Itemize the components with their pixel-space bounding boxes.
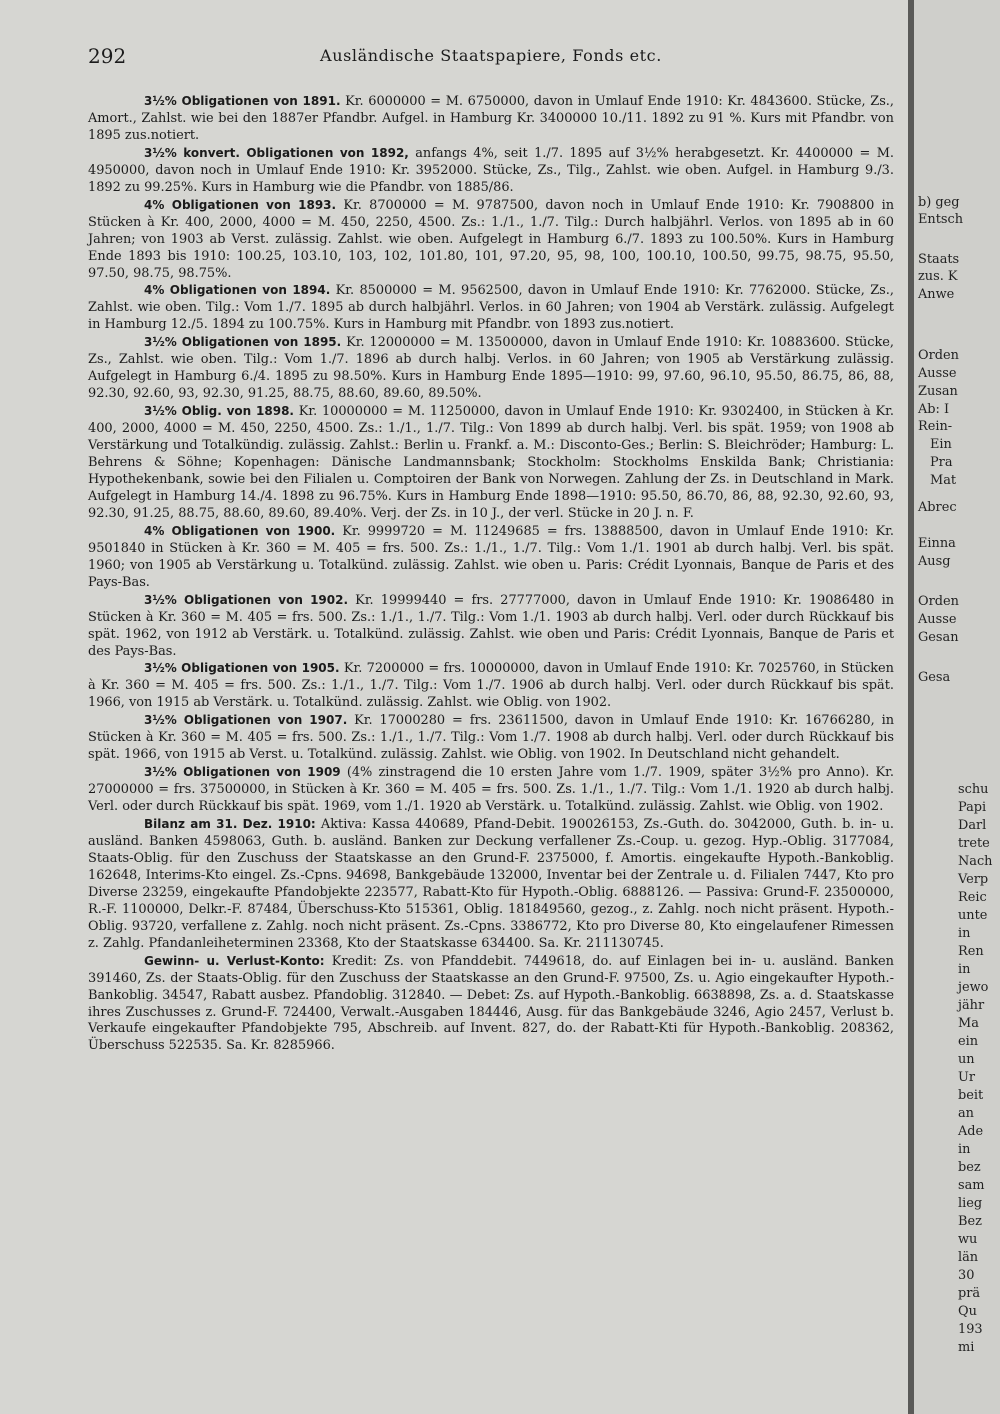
adjacent-fragment: Ren <box>958 944 984 959</box>
adjacent-fragment: Darl <box>958 818 987 833</box>
entry-text: Kr. 10000000 = M. 11250000, davon in Umlauf Ende 1910: Kr. 9302400, in Stücken à Kr. 400, 2000, 4000 = M. 450, 2250, 4500. Zs.: 1./1., 1./7. Tilg.: Von 1899 ab durch halbj. Verl. bis spät. 1959; von 1908 ab Verstärkung und Totalkündig. zulässig. Zahlst.: Berlin u. Frankf. a. M.: Disconto-Ges.; Berlin: S. Bleichröder; Hamburg: L. Behrens & Söhne; Kopenhagen: Dänische Landmannsbank; Stockholm: Stockholms Enskilda Bank; Christiania: Hypothekenbank, sowie bei den Filialen u. Comptoiren der Bank von Norwegen. Zahlung der Zs. in Deutschland in Mark. Aufgelegt in Hamburg 14./4. 1898 zu 96.75%. Kurs in Hamburg Ende 1898—1910: 95.50, 86.70, 86, 88, 92.30, 92.60, 93, 92.30, 91.25, 88.75, 88.60, 89.60, 89.40%. Verj. der Zs. in 10 J., der verl. Stücke in 20 J. n. F. <box>88 404 894 521</box>
entry-obligationen-1893 <box>88 197 894 283</box>
adjacent-page-edge <box>914 0 1000 1414</box>
entry-heading: 4% Obligationen von 1900. <box>144 523 336 538</box>
adjacent-fragment: mi <box>958 1340 975 1355</box>
adjacent-fragment: Bez <box>958 1214 982 1229</box>
entry-heading: Gewinn- u. Verlust-Konto: <box>144 953 325 968</box>
entry-text: Kr. 17000280 = frs. 23611500, davon in Umlauf Ende 1910: Kr. 16766280, in Stücken à Kr. 360 = M. 405 = frs. 500. Zs.: 1./1., 1./7. Tilg.: Vom 1./7. 1908 ab durch halbj. Verl. oder durch Rückkauf bis spät. 1966, von 1915 ab Verst. u. Totalkünd. zulässig. Zahlst. wie Oblig. von 1902. In Deutschland nicht gehandelt. <box>88 713 894 763</box>
entry-obligationen-1907 <box>88 712 894 764</box>
adjacent-fragment: lieg <box>958 1196 983 1211</box>
entry-text: anfangs 4%, seit 1./7. 1895 auf 3½% herabgesetzt. Kr. 4400000 = M. 4950000, davon noch in Umlauf Ende 1910: Kr. 3952000. Stücke, Zs., Tilg., Zahlst. wie oben. Aufgel. in Hamburg 9./3. 1892 zu 99.25%. Kurs in Hamburg wie die Pfandbr. von 1885/86. <box>88 145 894 195</box>
body-text <box>88 93 894 1055</box>
entry-text: Kr. 6000000 = M. 6750000, davon in Umlauf Ende 1910: Kr. 4843600. Stücke, Zs., Amort., Zahlst. wie bei den 1887er Pfandbr. Aufgel. in Hamburg Kr. 3400000 10./11. 1892 zu 91 %. Kurs mit Pfandbr. von 1895 zus.notiert. <box>88 94 895 143</box>
entry-heading: 4% Obligationen von 1894. <box>144 283 331 298</box>
entry-heading: 3½% Obligationen von 1907. <box>144 713 348 728</box>
adjacent-fragment: Verp <box>958 872 989 887</box>
adjacent-fragment: Pra <box>930 455 953 470</box>
adjacent-fragment: län <box>958 1250 979 1265</box>
entry-heading: 3½% Obligationen von 1902. <box>144 592 349 607</box>
adjacent-fragment: Nach <box>958 854 993 869</box>
adjacent-fragment: bez <box>958 1160 981 1175</box>
adjacent-fragment: schu <box>958 782 989 797</box>
adjacent-fragment: sam <box>958 1178 985 1193</box>
entry-heading: Bilanz am 31. Dez. 1910: <box>144 817 316 832</box>
adjacent-fragment: Staats <box>918 252 960 267</box>
adjacent-fragment: trete <box>958 836 990 851</box>
adjacent-fragment: 193 <box>958 1322 983 1337</box>
entry-bilanz-1910 <box>88 816 894 953</box>
adjacent-fragment: un <box>958 1052 975 1067</box>
adjacent-fragment: Abrec <box>918 500 957 515</box>
adjacent-fragment: Ausg <box>918 554 951 569</box>
adjacent-fragment: wu <box>958 1232 978 1247</box>
adjacent-fragment: Ur <box>958 1070 976 1085</box>
page-header <box>88 44 894 70</box>
entry-heading: 3½% Obligationen von 1905. <box>144 661 340 676</box>
entry-obligationen-1905 <box>88 660 894 712</box>
entry-oblig-1898 <box>88 403 894 523</box>
entry-text: Aktiva: Kassa 440689, Pfand-Debit. 190026153, Zs.-Guth. do. 3042000, Guth. b. in- u. ausländ. Banken 4598063, Guth. b. ausländ. Banken zur Deckung verfallener Zs.-Coup. u. gezog. Hyp.-Oblig. 3177084, Staats-Oblig. für den Zuschuss der Staatskasse an den Grund-F. 2375000, f. Amortis. eingekaufte Hypoth.-Bankoblig. 162648, Interims-Kto eingel. Zs.-Cpns. 94698, Bankgebäude 132000, Inventar bei der Zentrale u. d. Filialen 7447, Kto pro Diverse 23259, eingekaufte Pfandobjekte 223577, Rabatt-Kto für Hypoth.-Oblig. 6888126. — Passiva: Grund-F. 23500000, R.-F. 1100000, Delkr.-F. 87484, Überschuss-Kto 515361, Oblig. 181849560, gezog., z. Zahlg. noch nicht präsent. Hypoth.-Oblig. 93720, verfallene z. Zahlg. noch nicht präsent. Zs.-Cpns. 3386772, Kto pro Diverse 80, Kto eingelaufener Rimessen z. Zahlg. Pfandanleiheterminen 23368, Kto der Staatskasse 634400. Sa. Kr. 211130745. <box>88 817 894 951</box>
adjacent-fragment: Ausse <box>918 612 957 627</box>
adjacent-fragment: Ab: I <box>918 402 950 417</box>
entry-text: Kr. 19999440 = frs. 27777000, davon in Umlauf Ende 1910: Kr. 19086480 in Stücken à Kr. 360 = M. 405 = frs. 500. Zs.: 1./1., 1./7. Tilg.: Vom 1./1. 1903 ab durch halbj. Verl. oder durch Rückkauf bis spät. 1962, von 1912 ab Verstärk. u. Totalkünd. zulässig. Zahlst. wie oben und Paris: Crédit Lyonnais, Banque de Paris et des Pays-Bas. <box>88 592 895 659</box>
entry-obligationen-1892 <box>88 145 894 197</box>
adjacent-fragment: jähr <box>958 998 985 1013</box>
running-title: Ausländische Staatspapiere, Fonds etc. <box>320 46 662 65</box>
entry-text: Kr. 7200000 = frs. 10000000, davon in Umlauf Ende 1910: Kr. 7025760, in Stücken à Kr. 360 = M. 405 = frs. 500. Zs.: 1./1., 1./7. Tilg.: Vom 1./7. 1906 ab durch halbj. Verl. oder durch Rückkauf bis spät. 1966, von 1915 ab Verstärk. u. Totalkünd. zulässig. Zahlst. wie Oblig. von 1902. <box>88 661 894 711</box>
adjacent-fragment: Einna <box>918 536 956 551</box>
adjacent-fragment: beit <box>958 1088 984 1103</box>
page-number: 292 <box>88 44 127 68</box>
adjacent-fragment: Gesan <box>918 630 959 645</box>
adjacent-fragment: Orden <box>918 348 959 363</box>
adjacent-fragment: Orden <box>918 594 959 609</box>
adjacent-fragment: in <box>958 926 971 941</box>
adjacent-fragment: Ade <box>958 1124 984 1139</box>
entry-text: Kr. 9999720 = M. 11249685 = frs. 13888500, davon in Umlauf Ende 1910: Kr. 9501840 in Stücken à Kr. 360 = M. 405 = frs. 500. Zs.: 1./1., 1./7. Tilg.: Vom 1./1. 1901 ab durch halbj. Verl. bis spät. 1960; von 1905 ab Verstärkung u. Totalkünd. zulässig. Zahlst. wie oben u. Paris: Crédit Lyonnais, Banque de Paris et des Pays-Bas. <box>88 523 894 590</box>
adjacent-fragment: Ausse <box>918 366 957 381</box>
entry-obligationen-1891 <box>88 93 894 145</box>
adjacent-fragment: b) geg <box>918 195 960 210</box>
entry-obligationen-1900 <box>88 523 894 592</box>
entry-text: Kr. 12000000 = M. 13500000, davon in Umlauf Ende 1910: Kr. 10883600. Stücke, Zs., Zahlst. wie oben. Tilg.: Vom 1./7. 1896 ab durch halbj. Verlos. in 60 Jahren; von 1905 ab Verstärkung zulässig. Aufgelegt in Hamburg 6./4. 1895 zu 98.50%. Kurs in Hamburg Ende 1895—1910: 99, 97.60, 96.10, 95.50, 86.75, 86, 88, 92.30, 92.60, 93, 92.30, 91.25, 88.75, 88.60, 89.60, 89.50%. <box>88 335 894 402</box>
adjacent-fragment: Ein <box>930 437 952 452</box>
adjacent-fragment: in <box>958 962 971 977</box>
adjacent-fragment: Rein- <box>918 419 953 434</box>
entry-heading: 3½% Obligationen von 1895. <box>144 335 342 350</box>
entry-text: Kr. 8500000 = M. 9562500, davon in Umlauf Ende 1910: Kr. 7762000. Stücke, Zs., Zahlst. wie oben. Tilg.: Vom 1./7. 1895 ab durch halbjährl. Verlos. in 60 Jahren; von 1904 ab Verstärk. zulässig. Aufgelegt in Hamburg 12./5. 1894 zu 100.75%. Kurs in Hamburg mit Pfandbr. von 1893 zus.notiert. <box>88 283 894 333</box>
adjacent-fragment: Zusan <box>918 384 958 399</box>
adjacent-fragment: jewo <box>958 980 989 995</box>
entry-text: (4% zinstragend die 10 ersten Jahre vom 1./7. 1909, später 3½% pro Anno). Kr. 27000000 = frs. 37500000, in Stücken à Kr. 360 = M. 405 = frs. 500. Zs. 1./1., 1./7. Tilg.: Vom 1./1. 1920 ab durch halbj. Verl. oder durch Rückkauf bis spät. 1969, vom 1./1. 1920 ab Verstärk. u. Totalkünd. zulässig. Zahlst. wie Oblig. von 1902. <box>88 765 894 815</box>
entry-obligationen-1902 <box>88 592 894 661</box>
adjacent-fragment: Anwe <box>918 287 955 302</box>
entry-heading: 3½% Obligationen von 1891. <box>144 94 341 108</box>
adjacent-fragment: in <box>958 1142 971 1157</box>
adjacent-fragment: 30 <box>958 1268 975 1283</box>
adjacent-fragment: Gesa <box>918 670 951 685</box>
entry-text: Kr. 8700000 = M. 9787500, davon noch in Umlauf Ende 1910: Kr. 7908800 in Stücken à Kr. 400, 2000, 4000 = M. 450, 2250, 4500. Zs.: 1./1., 1./7. Tilg.: Durch halbjährl. Verlos. von 1895 ab in 60 Jahren; von 1903 ab Verst. zulässig. Zahlst. wie oben. Aufgelegt in Hamburg 6./7. 1893 zu 100.50%. Kurs in Hamburg Ende 1893 bis 1910: 100.25, 103.10, 103, 102, 101.80, 101, 97.20, 95, 98, 100, 100.10, 100.50, 99.75, 98.75, 95.50, 97.50, 98.75, 98.75%. <box>88 197 894 281</box>
adjacent-fragment: Papi <box>958 800 987 815</box>
adjacent-fragment: Qu <box>958 1304 977 1319</box>
adjacent-fragment: Ma <box>958 1016 979 1031</box>
adjacent-fragment: Entsch <box>918 212 964 227</box>
entry-heading: 4% Obligationen von 1893. <box>144 197 337 212</box>
entry-text: Kredit: Zs. von Pfanddebit. 7449618, do. auf Einlagen bei in- u. ausländ. Banken 391460, Zs. der Staats-Oblig. für den Zuschuss der Staatskasse an den Grund-F. 97500, Zs. u. Agio eingekaufter Hypoth.-Bankoblig. 34547, Rabatt ausbez. Pfandoblig. 312840. — Debet: Zs. auf Hypoth.-Bankoblig. 6638898, Zs. a. d. Staatskasse ihres Zuschusses z. Grund-F. 724400, Verwalt.-Ausgaben 184446, Ausg. für das Bankgebäude 3246, Agio 2457, Verlust b. Verkaufe eingekaufter Pfandobjekte 795, Abschreib. auf Invent. 827, do. der Rabatt-Kti für Hypoth.-Bankoblig. 208362, Überschuss 522535. Sa. Kr. 8285966. <box>88 953 894 1054</box>
entry-heading: 3½% Oblig. von 1898. <box>144 404 294 419</box>
entry-heading: 3½% Obligationen von 1909 <box>144 765 341 780</box>
adjacent-fragment: ein <box>958 1034 979 1049</box>
adjacent-fragment: Mat <box>930 473 957 488</box>
adjacent-fragment: Reic <box>958 890 987 905</box>
entry-heading: 3½% konvert. Obligationen von 1892, <box>144 145 409 160</box>
entry-obligationen-1894 <box>88 282 894 334</box>
adjacent-fragment: unte <box>958 908 988 923</box>
adjacent-fragment: zus. K <box>918 269 958 284</box>
entry-obligationen-1895 <box>88 334 894 403</box>
adjacent-fragment: prä <box>958 1286 981 1301</box>
adjacent-fragment: an <box>958 1106 974 1121</box>
entry-obligationen-1909 <box>88 764 894 816</box>
entry-gewinn-verlust-konto <box>88 953 894 1056</box>
